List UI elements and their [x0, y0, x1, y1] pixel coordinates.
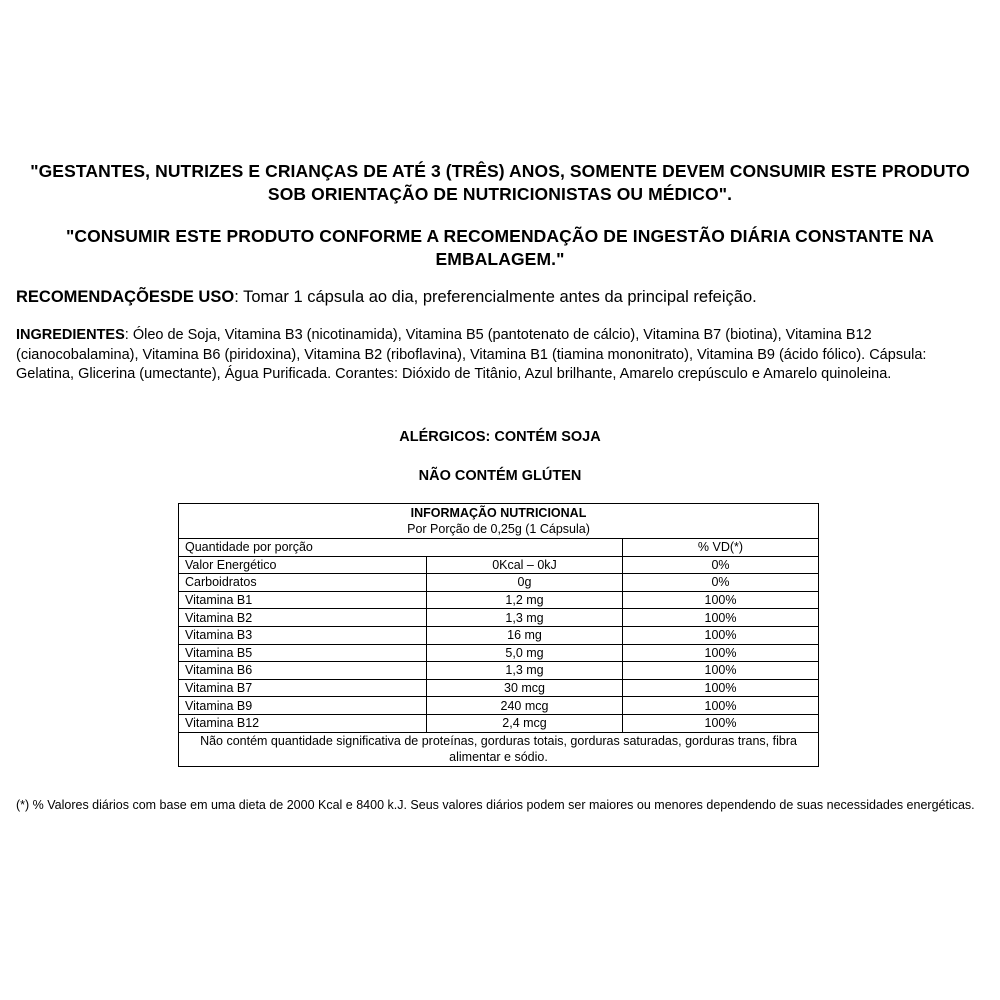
nutrient-amount: 0Kcal – 0kJ: [427, 556, 623, 574]
nutrition-row: [179, 609, 819, 627]
nutrition-row: [179, 714, 819, 732]
ingredients-label: INGREDIENTES: [16, 327, 125, 343]
nutrition-title-row: [179, 504, 819, 539]
nutrient-vd: 100%: [623, 626, 819, 644]
nutrient-name: Vitamina B9: [179, 697, 427, 715]
warning-daily-intake: "CONSUMIR ESTE PRODUTO CONFORME A RECOMENDAÇÃO DE INGESTÃO DIÁRIA CONSTANTE NA EMBALAGEM.": [65, 226, 935, 269]
nutrition-header-row: [179, 539, 819, 557]
nutrient-amount: 5,0 mg: [427, 644, 623, 662]
nutrient-name: Vitamina B5: [179, 644, 427, 662]
nutrient-name: Vitamina B2: [179, 609, 427, 627]
nutrient-name: Vitamina B1: [179, 591, 427, 609]
nutrient-vd: 100%: [623, 591, 819, 609]
nutrient-vd: 100%: [623, 679, 819, 697]
usage-label: RECOMENDAÇÕESDE USO: [16, 288, 235, 306]
nutrient-amount: 1,3 mg: [427, 609, 623, 627]
nutrient-name: Valor Energético: [179, 556, 427, 574]
nutrient-vd: 100%: [623, 662, 819, 680]
gluten-statement: NÃO CONTÉM GLÚTEN: [418, 468, 582, 484]
nutrition-row: [179, 644, 819, 662]
nutrition-note: Não contém quantidade significativa de proteínas, gorduras totais, gorduras saturadas, gorduras trans, fibra alimentar e sódio.: [179, 732, 819, 766]
nutrition-serving: Por Porção de 0,25g (1 Cápsula): [407, 522, 590, 536]
nutrient-name: Vitamina B3: [179, 626, 427, 644]
nutrition-title: INFORMAÇÃO NUTRICIONAL: [410, 506, 587, 520]
usage-recommendation: [16, 286, 986, 308]
nutrient-vd: 100%: [623, 697, 819, 715]
nutrient-amount: 16 mg: [427, 626, 623, 644]
allergens-statement: ALÉRGICOS: CONTÉM SOJA: [399, 429, 601, 445]
nutrient-amount: 1,2 mg: [427, 591, 623, 609]
ingredients-text: : Óleo de Soja, Vitamina B3 (nicotinamida), Vitamina B5 (pantotenato de cálcio), Vitamina B7 (biotina), Vitamina B12 (cianocobalamina), Vitamina B6 (piridoxina), Vitamina B2 (riboflavina), Vitamina B1 (tiamina mononitrato), Vitamina B9 (ácido fólico). Cápsula: Gelatina, Glicerina (umectante), Água Purificada. Corantes: Dióxido de Titânio, Azul brilhante, Amarelo crepúsculo e Amarelo quinoleina.: [16, 327, 927, 382]
nutrient-amount: 0g: [427, 574, 623, 592]
nutrient-vd: 100%: [623, 609, 819, 627]
header-quantity: Quantidade por porção: [179, 539, 623, 557]
nutrition-note-row: [179, 732, 819, 766]
ingredients-paragraph: [16, 326, 984, 385]
nutrition-row: [179, 591, 819, 609]
nutrition-title-cell: [179, 504, 819, 539]
nutrient-vd: 100%: [623, 644, 819, 662]
nutrient-vd: 0%: [623, 556, 819, 574]
nutrient-amount: 1,3 mg: [427, 662, 623, 680]
nutrition-row: [179, 662, 819, 680]
header-vd: % VD(*): [623, 539, 819, 557]
usage-text: : Tomar 1 cápsula ao dia, preferencialmente antes da principal refeição.: [234, 288, 757, 306]
nutrient-amount: 240 mcg: [427, 697, 623, 715]
nutrition-row: [179, 679, 819, 697]
nutrition-table-body: [179, 504, 819, 767]
nutrition-row: [179, 574, 819, 592]
nutrient-name: Vitamina B6: [179, 662, 427, 680]
nutrient-amount: 2,4 mcg: [427, 714, 623, 732]
nutrient-vd: 100%: [623, 714, 819, 732]
nutrition-facts-table: [178, 503, 819, 767]
nutrition-row: [179, 697, 819, 715]
nutrition-row: [179, 626, 819, 644]
nutrient-name: Carboidratos: [179, 574, 427, 592]
warning-pregnancy: "GESTANTES, NUTRIZES E CRIANÇAS DE ATÉ 3 (TRÊS) ANOS, SOMENTE DEVEM CONSUMIR ESTE PRODUTO SOB ORIENTAÇÃO DE NUTRICIONISTAS OU MÉDICO".: [30, 161, 970, 204]
footnote: (*) % Valores diários com base em uma dieta de 2000 Kcal e 8400 k.J. Seus valores diários podem ser maiores ou menores dependendo de suas necessidades energéticas.: [16, 798, 975, 812]
nutrition-row: [179, 556, 819, 574]
nutrient-amount: 30 mcg: [427, 679, 623, 697]
nutrient-name: Vitamina B7: [179, 679, 427, 697]
nutrient-name: Vitamina B12: [179, 714, 427, 732]
nutrient-vd: 0%: [623, 574, 819, 592]
